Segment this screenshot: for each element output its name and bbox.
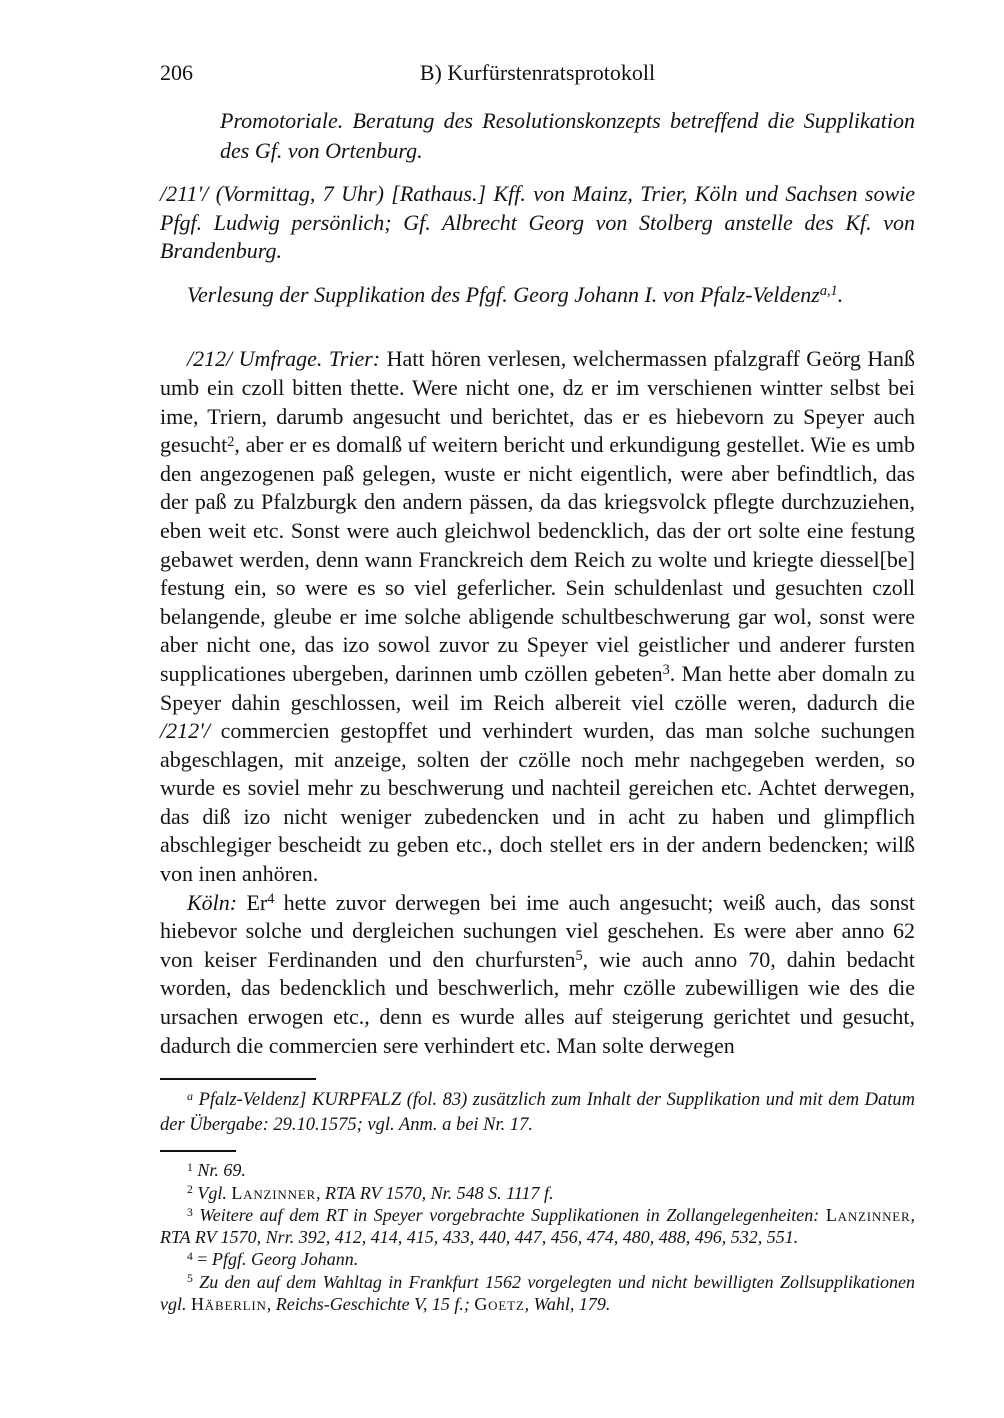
paragraph-session-note: /211'/ (Vormittag, 7 Uhr) [Rathaus.] Kff. von Mainz, Trier, Köln und Sachsen sowie Pfgf. Ludwig persönlich; Gf. Albrecht Georg von Stolberg anstelle des Kf. von Brandenburg. — [160, 181, 915, 264]
section-heading: Promotoriale. Beratung des Resolutionskonzepts betreffend die Supplikation des Gf. von Ortenburg. — [220, 108, 915, 163]
footnote-a-text: Pfalz-Veldenz] KURPFALZ (fol. 83) zusätzlich zum Inhalt der Supplikation und mit dem Datum der Übergabe: 29.10.1575; vgl. Anm. a bei Nr. 17. — [160, 1090, 915, 1136]
footnote-4-text: = Pfgf. Georg Johann. — [192, 1249, 359, 1270]
footnote-2-text: Vgl. Lanzinner, RTA RV 1570, Nr. 548 S. 1117 f. — [192, 1182, 554, 1203]
footnote-separator-a — [160, 1078, 316, 1080]
footnote-2-marker: 2 — [187, 1183, 193, 1197]
page-number: 206 — [160, 60, 193, 85]
paragraph-verlesung: Verlesung der Supplikation des Pfgf. Georg Johann I. von Pfalz-Veldenz$^{a,1}$. — [187, 281, 844, 307]
paragraph-trier: /212/ Umfrage. Trier: Hatt hören verlesen, welchermassen pfalzgraff Geörg Hanß umb ein czoll bitten thette. Were nicht one, dz er im verschienen wintter selbst bei ime, Triern, darumb angesucht und berichtet, das er es hiebevorn zu Speyer auch gesucht$^2$, aber er es domalß uf weitern bericht und erkundigung gestellet. Wie es umb den angezogenen paß gelegen, wuste er nicht eigentlich, were aber befindtlich, das der paß zu Pfalzburgk den andern pässen, da das kriegsvolck pflegte durchzuziehen, eben weit etc. Sonst were auch gleichwol bedencklich, das der ort solte eine festung gebawet werden, denn wann Franckreich dem Reich zu wolte und kriegte diessel[be] festung ein, so were es so viel geferlicher. Sein schuldenlast und gesuchten czoll belangende, gleube er ime solche abligende schultbeschwerung gar wol, sonst were aber nicht one, das izo sowol zuvor zu Speyer viel geistlicher und anderer fursten supplicationes ubergeben, darinnen umb czöllen gebeten$^3$. Man hette aber domaln zu Speyer dahin geschlossen, weil im Reich albereit viel czölle weren, dadurch die /212'/ commercien gestopffet und verhindert wurden, das man solche suchungen abgeschlagen, mit anzeige, solten der czölle noch mehr nachgegeben werden, so wurde es soviel mehr zu beschwerung und nachteil gereichen etc. Achtet derwegen, das diß izo nicht weniger zubedencken und in acht zu haben und glimpflich abschlegiger bescheidt zu geben etc., doch stellet ers in der andern bedencken; wilß von inen anhören. — [160, 346, 915, 887]
footnote-a — [160, 1088, 915, 1138]
footnote-2 — [160, 1182, 915, 1204]
running-head — [160, 60, 915, 86]
footnote-5-text: Zu den auf dem Wahltag in Frankfurt 1562 vorgelegten und nicht bewilligten Zollsupplikationen vgl. Häberlin, Reichs-Geschichte V, 15 f.; Goetz, Wahl, 179. — [160, 1271, 915, 1314]
paragraph-koeln: Köln: Er$^4$ hette zuvor derwegen bei ime auch angesucht; weiß auch, das sonst hiebevor solche und dergleichen suchungen viel geschehen. Es were aber anno 62 von keiser Ferdinanden und den churfursten$^5$, wie auch anno 70, dahin bedacht worden, das bedencklich und beschwerlich, mehr czölle zubewilligen wie des die ursachen erwogen etc., denn es wurde alles auf steigerung gerichtet und gesucht, dadurch die commercien sere verhindert etc. Man solte derwegen — [160, 889, 915, 1058]
footnote-1-text: Nr. 69. — [192, 1160, 246, 1181]
footnote-1-marker: 1 — [187, 1160, 193, 1174]
footnote-4 — [160, 1248, 915, 1270]
footnote-3 — [160, 1204, 915, 1249]
footnote-5 — [160, 1271, 915, 1316]
footnote-3-marker: 3 — [187, 1205, 193, 1219]
footnote-4-marker: 4 — [187, 1250, 193, 1264]
footnote-5-marker: 5 — [187, 1272, 193, 1286]
running-header-title: B) Kurfürstenratsprotokoll — [419, 60, 656, 85]
footnote-3-text: Weitere auf dem RT in Speyer vorgebrachte Supplikationen in Zollangelegenheiten: Lanzinner, RTA RV 1570, Nrr. 392, 412, 414, 415, 433, 440, 447, 456, 474, 480, 488, 496, 532, 551. — [160, 1204, 915, 1248]
footnote-1 — [160, 1159, 915, 1181]
footnote-separator-numbered — [160, 1150, 236, 1152]
footnote-a-marker: a — [187, 1088, 194, 1103]
